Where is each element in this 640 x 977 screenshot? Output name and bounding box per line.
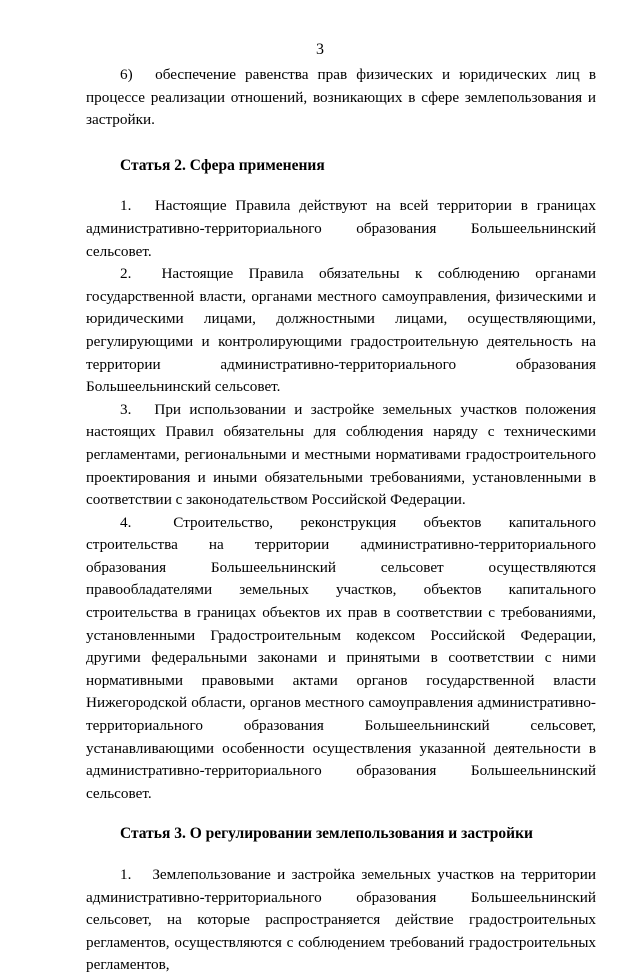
paragraph-number: 2. <box>120 265 132 283</box>
paragraph-number: 1. <box>120 866 132 883</box>
paragraph-text: При использовании и застройке земельных участков положения настоящих Правил обязательны для соблюдения наряду с техническими регламентами, региональными и местными нормативами градостроительного проектирования и иными обязательными требованиями, установленными в соответствии с законодательством Российской Федерации. <box>86 400 596 509</box>
article-2-heading: Статья 2. Сфера применения <box>120 156 325 174</box>
paragraph-text: Строительство, реконструкция объектов капитального строительства на территории административно-территориального образования Большеельнинский сельсовет осуществляются правообладателями земельных участков, объектов капитального строительства в границах объектов их прав в соответствии с требованиями, установленными Градостроительным кодексом Российской Федерации, другими федеральными законами и принятыми в соответствии с ними нормативными правовыми актами органов государственной власти Нижегородской области, органов местного самоуправления административно-территориального образования Большеельнинский сельсовет, устанавливающими особенности осуществления указанной деятельности в административно-территориального образования Большеельнинский сельсовет. <box>86 513 597 802</box>
paragraph-number: 1. <box>120 197 132 215</box>
list-item-6 <box>86 64 596 132</box>
article-3-paragraph-1 <box>86 864 596 977</box>
article-2-paragraph-1 <box>86 195 596 263</box>
article-2-paragraph-3 <box>86 399 596 512</box>
article-3-heading: Статья 3. О регулировании землепользования и застройки <box>120 825 533 843</box>
page-number: 3 <box>316 41 324 58</box>
paragraph-text: Настоящие Правила обязательны к соблюдению органами государственной власти, органами местного самоуправления, физическими и юридическими лицами, должностными лицами, осуществляющими, регулирующими и контролирующими градостроительную деятельность на территории административно-территориального образования Большеельнинский сельсовет. <box>86 265 597 396</box>
paragraph-text: Настоящие Правила действуют на всей территории в границах административно-территориального образования Большеельнинский сельсовет. <box>86 197 597 260</box>
article-2-paragraph-4 <box>86 512 596 806</box>
list-item-text: обеспечение равенства прав физических и юридических лиц в процессе реализации отношений, возникающих в сфере землепользования и застройки. <box>86 66 596 129</box>
document-body <box>86 64 596 977</box>
list-item-number: 6) <box>120 66 133 83</box>
paragraph-number: 3. <box>120 400 132 418</box>
paragraph-number: 4. <box>120 513 132 531</box>
paragraph-text: Землепользование и застройка земельных участков на территории административно-территориального образования Большеельнинский сельсовет, на которые распространяется действие градостроительных регламентов, осуществляются с соблюдением требований градостроительных регламентов, <box>86 866 597 974</box>
article-2-paragraph-2 <box>86 263 596 399</box>
